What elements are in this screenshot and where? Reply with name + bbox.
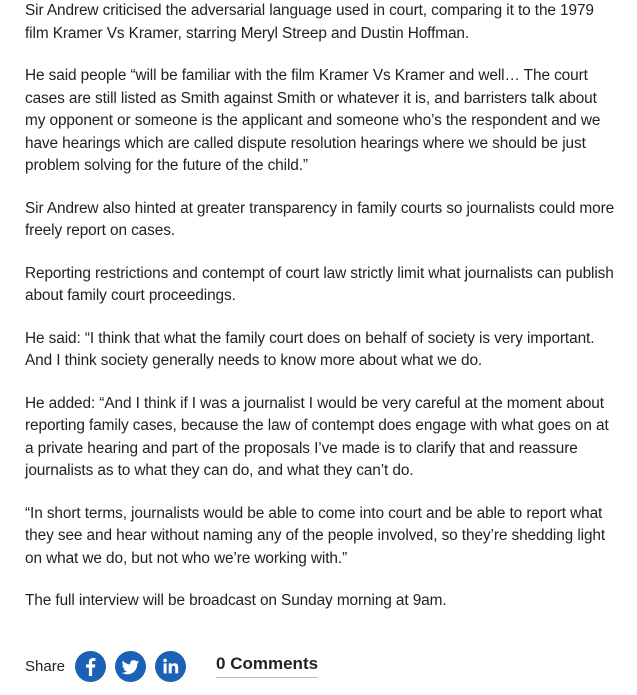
facebook-icon <box>75 651 106 682</box>
twitter-icon <box>115 651 146 682</box>
article-paragraph-5: He said: “I think that what the family court does on behalf of society is very important. And I think society generally needs to know more about what we do. <box>25 329 595 369</box>
article-paragraph-2: He said people “will be familiar with the film Kramer Vs Kramer and well… The court cases are still listed as Smith against Smith or whatever it is, and barristers talk about my opponent or someone is the applicant and someone who’s the respondent and we have hearings which are called dispute resolution hearings where we should be just problem solving for the future of the child.” <box>25 67 601 174</box>
article-paragraph-4: Reporting restrictions and contempt of court law strictly limit what journalists can publish about family court proceedings. <box>25 264 614 304</box>
article-paragraph-7: “In short terms, journalists would be able to come into court and be able to report what they see and hear without naming any of the people involved, so they’re shedding light on what we do, but not who we’re working with.” <box>25 504 606 567</box>
article-paragraph-6: He added: “And I think if I was a journalist I would be very careful at the moment about reporting family cases, because the law of contempt does engage with what goes on at a private hearing and part of the proposals I’ve made is to clarify that and reassure journalists as to what they can do, and what they can’t do. <box>25 394 609 479</box>
facebook-share-button[interactable] <box>75 651 106 682</box>
linkedin-icon <box>155 651 186 682</box>
comments-link[interactable]: 0 Comments <box>216 654 318 678</box>
twitter-share-button[interactable] <box>115 651 146 682</box>
share-label: Share <box>25 657 66 675</box>
article-footer <box>25 648 625 684</box>
article-paragraph-8: The full interview will be broadcast on Sunday morning at 9am. <box>25 592 447 609</box>
linkedin-share-button[interactable] <box>155 651 186 682</box>
article-body <box>25 0 620 633</box>
article-paragraph-3: Sir Andrew also hinted at greater transparency in family courts so journalists could more freely report on cases. <box>25 199 615 239</box>
article-paragraph-1: Sir Andrew criticised the adversarial language used in court, comparing it to the 1979 film Kramer Vs Kramer, starring Meryl Streep and Dustin Hoffman. <box>25 2 594 42</box>
